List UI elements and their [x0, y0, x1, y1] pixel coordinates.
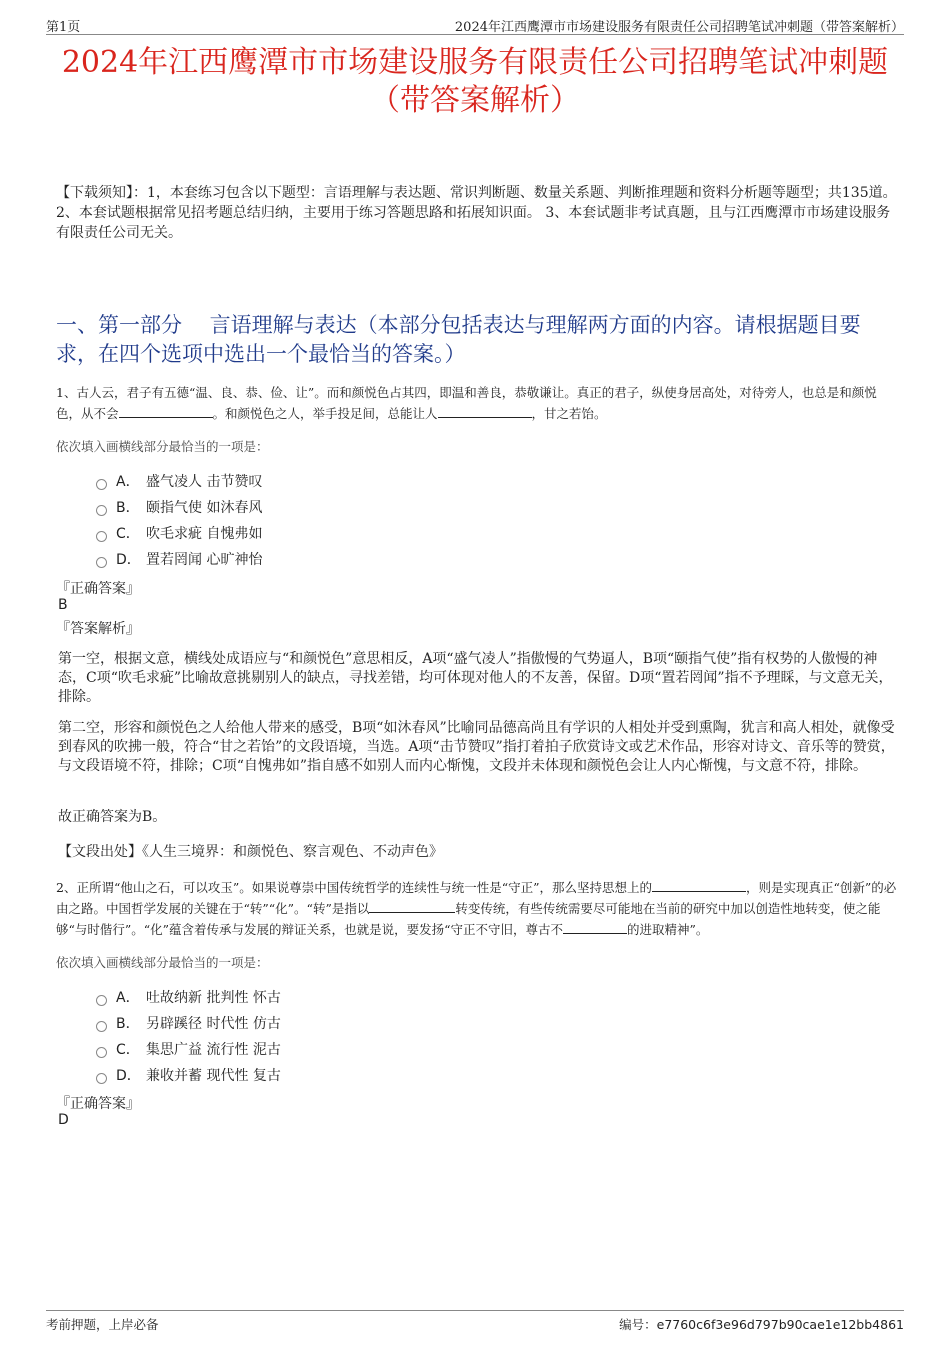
footer-slogan: 考前押题，上岸必备 [46, 1317, 159, 1332]
answer-label: 『正确答案』 [56, 1096, 140, 1112]
option-d[interactable]: D． 置若罔闻 心旷神怡 [96, 546, 262, 572]
option-a[interactable]: A． 盛气凌人 击节赞叹 [96, 468, 262, 494]
radio-icon[interactable] [96, 557, 107, 568]
blank-line [652, 879, 746, 892]
blank-line [119, 405, 213, 418]
blank-line [438, 405, 532, 418]
analysis-paragraph-2: 第二空，形容和颜悦色之人给他人带来的感受，B项“如沐春风”比喻同品德高尚且有学识的人相处并受到熏陶，犹言和高人相处，就像受到春风的吹拂一般，符合“甘之若饴”的文段语境，当选。A项“击节赞叹”指打着拍子欣赏诗文或艺术作品，形容对诗文、音乐等的赞赏，与文段语境不符，排除；C项“自愧弗如”指自感不如别人而内心惭愧，文段并未体现和颜悦色会让人内心惭愧，与文意不符，排除。 [58, 720, 895, 774]
answer-label: 『正确答案』 [56, 581, 140, 597]
header-doc-title: 2024年江西鹰潭市市场建设服务有限责任公司招聘笔试冲刺题（带答案解析） [454, 20, 904, 35]
page-footer [46, 1310, 904, 1332]
option-a[interactable]: A． 吐故纳新 批判性 怀古 [96, 984, 281, 1010]
question-2-text: 2、正所谓“他山之石，可以攻玉”。如果说尊崇中国传统哲学的连续性与统一性是“守正”，那么坚持思想上的 ，则是实现真正“创新”的必由之路。中国哲学发展的关键在于“转”“化”。“转”是指以 转变传统，有些传统需要尽可能地在当前的研究中加以创造性地转变，使之能够“与时偕行”。“化”蕴含着传承与发展的辩证关系，也就是说，要发扬“守正不守旧，尊古不 的进取精神”。 [56, 880, 897, 937]
radio-icon[interactable] [96, 1021, 107, 1032]
question-2-options [96, 984, 281, 1088]
radio-icon[interactable] [96, 505, 107, 516]
download-notice: 【下载须知】：1，本套练习包含以下题型：言语理解与表达题、常识判断题、数量关系题、判断推理题和资料分析题等题型；共135道。 2、本套试题根据常见招考题总结归纳，主要用于练习答题思路和拓展知识面。 3、本套试题非考试真题，且与江西鹰潭市市场建设服务有限责任公司无关。 [56, 185, 897, 241]
question-1-prompt: 依次填入画横线部分最恰当的一项是： [56, 439, 269, 454]
section-title: 一、第一部分 言语理解与表达（本部分包括表达与理解两方面的内容。请根据题目要求，在四个选项中选出一个最恰当的答案。） [56, 313, 861, 366]
page-header [46, 12, 904, 35]
source-citation: 【文段出处】《人生三境界：和颜悦色、察言观色、不动声色》 [58, 844, 443, 860]
question-1-options [96, 468, 262, 572]
document-code: 编号：e7760c6f3e96d797b90cae1e12bb4861 [619, 1317, 904, 1332]
document-title [40, 44, 910, 120]
option-c[interactable]: C． 吹毛求疵 自愧弗如 [96, 520, 262, 546]
question-1-text: 1、古人云，君子有五德“温、良、恭、俭、让”。而和颜悦色占其四，即温和善良，恭敬谦让。真正的君子，纵使身居高处，对待旁人，也总是和颜悦色，从不会 。和颜悦色之人，举手投足间，总能让人 ，甘之若饴。 [56, 385, 877, 421]
title-line-1: 2024年江西鹰潭市市场建设服务有限责任公司招聘笔试冲刺题 [61, 45, 889, 80]
option-c[interactable]: C． 集思广益 流行性 泥古 [96, 1036, 281, 1062]
correct-answer: B [58, 597, 68, 613]
radio-icon[interactable] [96, 531, 107, 542]
analysis-label: 『答案解析』 [56, 621, 140, 637]
blank-line [369, 900, 455, 913]
analysis-conclusion: 故正确答案为B。 [58, 809, 167, 825]
radio-icon[interactable] [96, 1047, 107, 1058]
blank-line [563, 921, 627, 934]
title-line-2: （带答案解析） [370, 83, 580, 118]
option-b[interactable]: B． 另辟蹊径 时代性 仿古 [96, 1010, 281, 1036]
question-2-prompt: 依次填入画横线部分最恰当的一项是： [56, 955, 269, 970]
option-b[interactable]: B． 颐指气使 如沐春风 [96, 494, 262, 520]
correct-answer: D [58, 1112, 69, 1128]
radio-icon[interactable] [96, 479, 107, 490]
analysis-paragraph-1: 第一空，根据文意，横线处成语应与“和颜悦色”意思相反，A项“盛气凌人”指傲慢的气势逼人，B项“颐指气使”指有权势的人傲慢的神态，C项“吹毛求疵”比喻故意挑剔别人的缺点，寻找差错，均可体现对他人的不友善，保留。D项“置若罔闻”指不予理睬，与文意无关，排除。 [58, 651, 893, 705]
page-number: 第1页 [46, 20, 81, 35]
option-d[interactable]: D． 兼收并蓄 现代性 复古 [96, 1062, 281, 1088]
radio-icon[interactable] [96, 1073, 107, 1084]
radio-icon[interactable] [96, 995, 107, 1006]
